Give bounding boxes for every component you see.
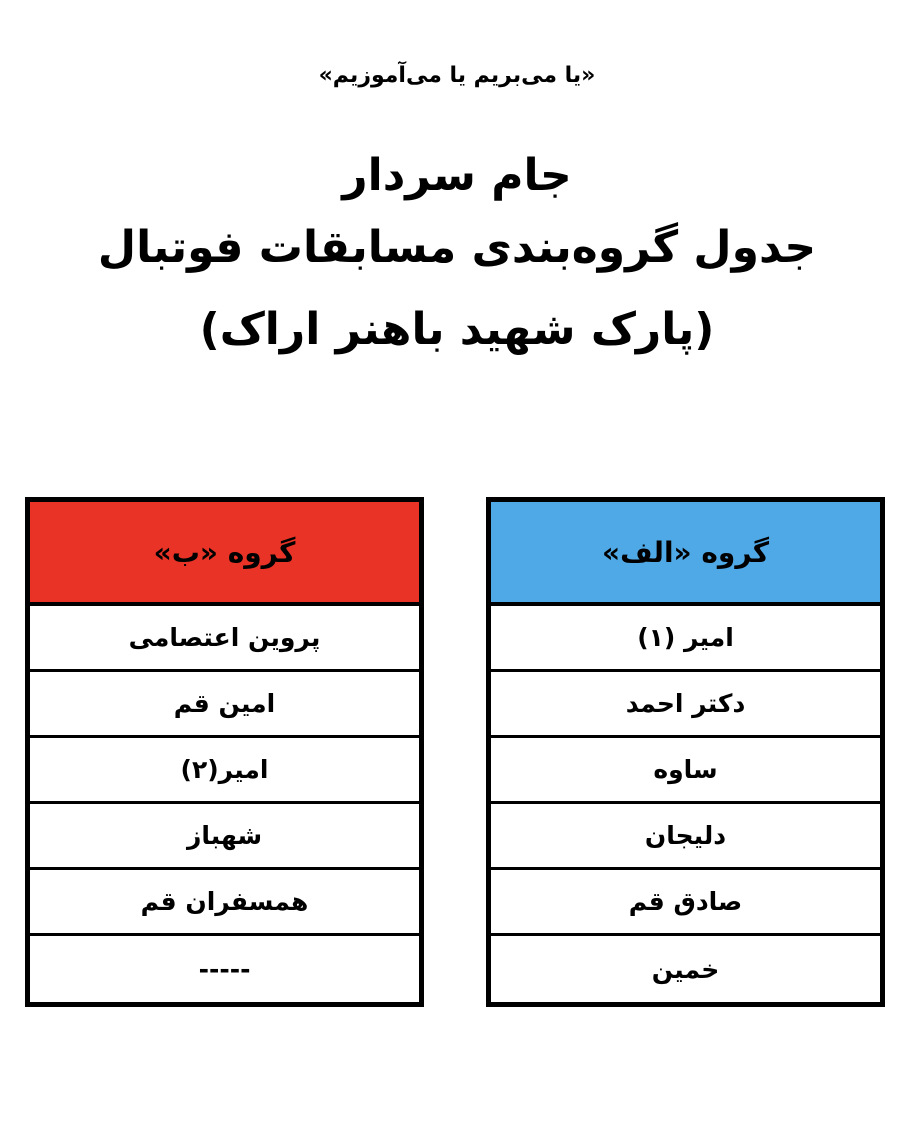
group-a-header: گروه «الف»: [491, 502, 880, 606]
group-a-team-6: خمین: [651, 954, 720, 984]
title-table-name: جدول گروه‌بندی مسابقات فوتبال: [97, 222, 817, 273]
group-a-team-4: دلیجان: [491, 804, 880, 870]
group-b-team-4: شهباز: [30, 804, 419, 870]
title-venue: (پارک شهید باهنر اراک): [199, 304, 715, 355]
group-a-team-2: دکتر احمد: [491, 672, 880, 738]
motto-text: «یا می‌بریم یا می‌آموزیم»: [318, 63, 596, 88]
group-b-header: گروه «ب»: [30, 502, 419, 606]
group-a-team-5: صادق قم: [491, 870, 880, 936]
group-b-team-5: همسفران قم: [30, 870, 419, 936]
group-a-table: [486, 497, 885, 1007]
group-b-team-3: امیر(۲): [30, 738, 419, 804]
group-b-table: [25, 497, 424, 1007]
group-b-team-2: امین قم: [30, 672, 419, 738]
group-b-team-1: پروین اعتصامی: [30, 606, 419, 672]
group-a-team-1: امیر (۱): [491, 606, 880, 672]
title-cup-name: جام سردار: [342, 150, 572, 201]
group-b-team-6: -----: [198, 954, 251, 984]
group-a-team-3: ساوه: [491, 738, 880, 804]
